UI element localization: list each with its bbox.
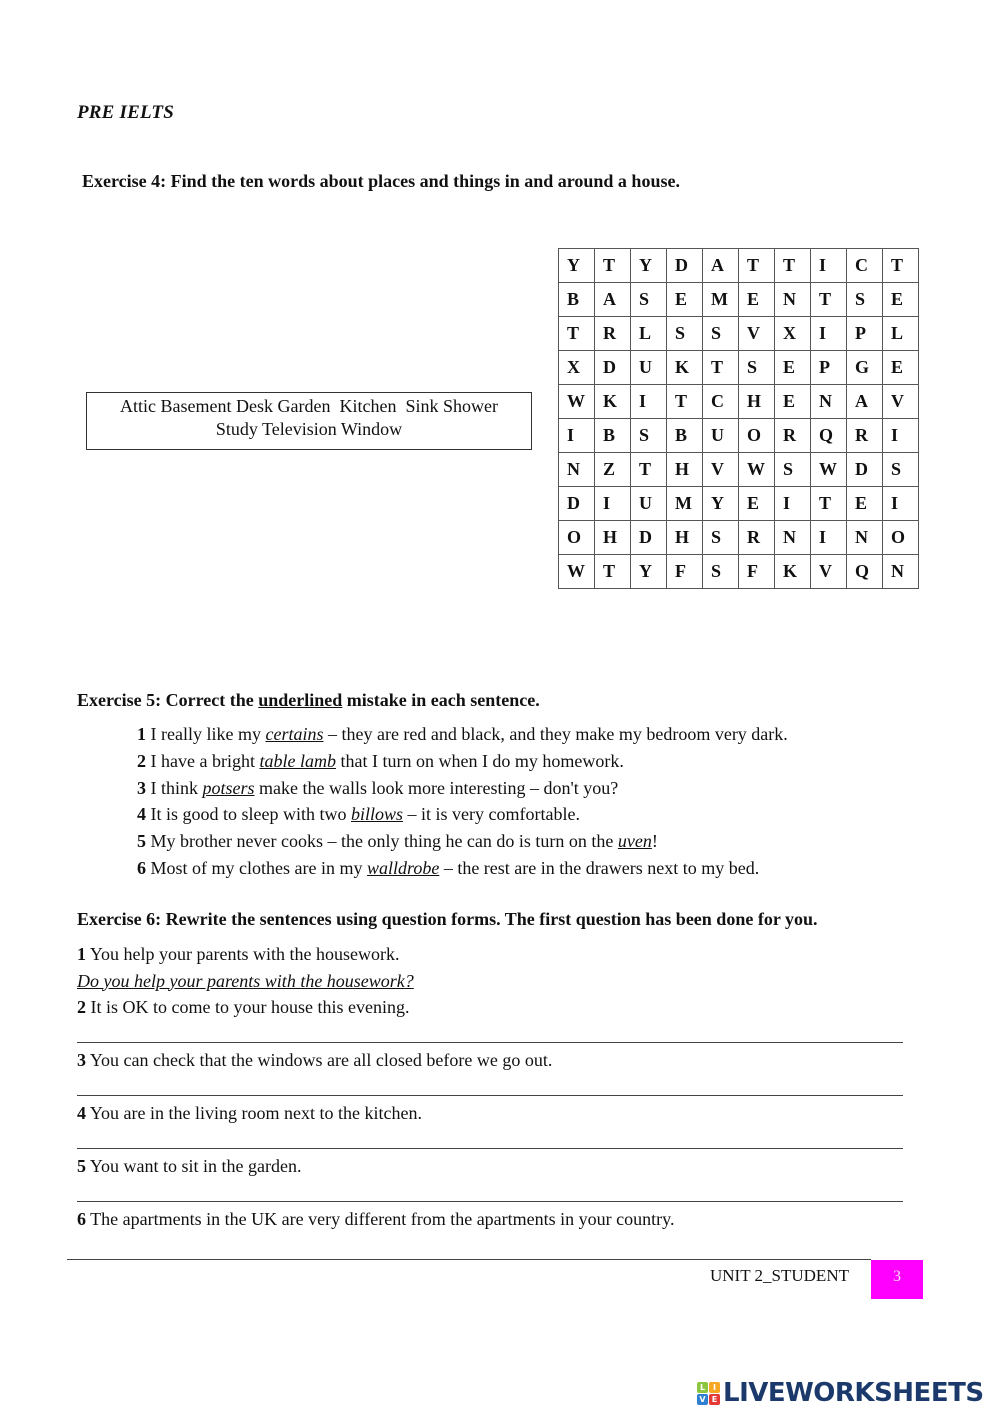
sentence-text: I really like my xyxy=(146,724,266,744)
exercise-5-item xyxy=(137,721,788,748)
grid-cell[interactable]: L xyxy=(631,317,667,351)
grid-cell[interactable]: D xyxy=(847,453,883,487)
sentence-text: – the rest are in the drawers next to my bed. xyxy=(439,857,760,878)
grid-cell[interactable]: I xyxy=(811,521,847,555)
exercise-6-item xyxy=(77,1153,907,1180)
grid-cell[interactable]: U xyxy=(631,351,667,385)
grid-cell[interactable]: T xyxy=(595,249,631,283)
grid-cell[interactable]: H xyxy=(667,521,703,555)
word-bank-line-1: Attic Basement Desk Garden Kitchen Sink Shower xyxy=(120,396,498,416)
exercise-5-item xyxy=(137,748,788,775)
grid-cell[interactable]: H xyxy=(739,385,775,419)
grid-cell[interactable]: A xyxy=(847,385,883,419)
grid-cell[interactable]: S xyxy=(631,283,667,317)
grid-cell[interactable]: T xyxy=(775,249,811,283)
grid-cell[interactable]: E xyxy=(883,283,919,317)
underlined-mistake[interactable]: certains xyxy=(265,724,324,744)
grid-cell[interactable]: S xyxy=(739,351,775,385)
exercise-5-title-end: mistake in each sentence. xyxy=(342,690,540,710)
grid-cell[interactable]: E xyxy=(739,487,775,521)
grid-cell[interactable]: O xyxy=(739,419,775,453)
grid-cell[interactable]: U xyxy=(631,487,667,521)
grid-row xyxy=(559,283,919,317)
grid-row xyxy=(559,385,919,419)
grid-cell[interactable]: K xyxy=(595,385,631,419)
grid-cell[interactable]: I xyxy=(883,419,919,453)
exercise-6-title: Exercise 6: Rewrite the sentences using question forms. The first question has been done for you. xyxy=(77,909,818,929)
grid-cell[interactable]: Y xyxy=(631,555,667,589)
grid-cell[interactable]: L xyxy=(883,317,919,351)
grid-cell[interactable]: N xyxy=(775,283,811,317)
grid-row xyxy=(559,351,919,385)
sentence-text: You help your parents with the housework. xyxy=(86,944,400,964)
exercise-5-item xyxy=(137,855,788,882)
grid-cell[interactable]: E xyxy=(775,351,811,385)
grid-cell[interactable]: R xyxy=(847,419,883,453)
grid-cell[interactable]: V xyxy=(883,385,919,419)
exercise-5-item xyxy=(137,828,788,855)
grid-cell[interactable]: V xyxy=(811,555,847,589)
grid-cell[interactable]: N xyxy=(883,555,919,589)
grid-cell[interactable]: O xyxy=(883,521,919,555)
grid-cell[interactable]: I xyxy=(595,487,631,521)
grid-cell[interactable]: I xyxy=(883,487,919,521)
item-number: 3 xyxy=(137,777,146,798)
exercise-6-item xyxy=(77,1206,907,1233)
item-number: 5 xyxy=(137,831,146,852)
underlined-mistake[interactable]: billows xyxy=(351,804,404,825)
grid-cell[interactable]: Z xyxy=(595,453,631,487)
grid-cell[interactable]: H xyxy=(667,453,703,487)
answer-line-3[interactable] xyxy=(77,1074,907,1101)
sentence-text: that I turn on when I do my homework. xyxy=(335,750,624,771)
grid-cell[interactable]: T xyxy=(739,249,775,283)
item-number: 6 xyxy=(137,857,146,878)
exercise-5-title xyxy=(77,690,540,711)
exercise-6-item xyxy=(77,994,907,1021)
grid-cell[interactable]: D xyxy=(595,351,631,385)
logo-tile: E xyxy=(709,1394,720,1405)
grid-cell[interactable]: Q xyxy=(847,555,883,589)
grid-cell[interactable]: E xyxy=(667,283,703,317)
grid-cell[interactable]: A xyxy=(595,283,631,317)
grid-cell[interactable]: N xyxy=(811,385,847,419)
grid-cell[interactable]: N xyxy=(775,521,811,555)
grid-cell[interactable]: I xyxy=(811,249,847,283)
sentence-text: I think xyxy=(146,777,203,798)
grid-row xyxy=(559,521,919,555)
grid-cell[interactable]: T xyxy=(595,555,631,589)
underlined-mistake[interactable]: walldrobe xyxy=(366,857,440,878)
item-number: 4 xyxy=(77,1103,86,1123)
answer-line-4[interactable] xyxy=(77,1127,907,1154)
grid-cell[interactable]: T xyxy=(703,351,739,385)
exercise-5-sentences xyxy=(137,721,788,882)
sentence-text: You want to sit in the garden. xyxy=(86,1156,302,1176)
grid-cell[interactable]: O xyxy=(559,521,595,555)
grid-cell[interactable]: Y xyxy=(703,487,739,521)
logo-tile: I xyxy=(709,1382,720,1393)
grid-cell[interactable]: K xyxy=(775,555,811,589)
underlined-mistake[interactable]: potsers xyxy=(202,777,255,798)
sentence-text: I have a bright xyxy=(146,750,260,771)
item-number: 1 xyxy=(77,944,86,964)
grid-row xyxy=(559,317,919,351)
grid-cell[interactable]: N xyxy=(847,521,883,555)
grid-cell[interactable]: I xyxy=(631,385,667,419)
liveworksheets-logo xyxy=(697,1378,984,1408)
grid-cell[interactable]: B xyxy=(667,419,703,453)
grid-cell[interactable]: G xyxy=(847,351,883,385)
grid-cell[interactable]: W xyxy=(559,385,595,419)
grid-cell[interactable]: Q xyxy=(811,419,847,453)
sentence-text: Most of my clothes are in my xyxy=(146,857,367,878)
sentence-text: – it is very comfortable. xyxy=(403,804,580,825)
exercise-5-title-start: Exercise 5: Correct the xyxy=(77,690,259,710)
footer-divider xyxy=(67,1259,871,1260)
grid-cell[interactable]: X xyxy=(559,351,595,385)
grid-cell[interactable]: S xyxy=(703,521,739,555)
answer-line-5[interactable] xyxy=(77,1180,907,1207)
grid-cell[interactable]: W xyxy=(811,453,847,487)
sentence-text: You can check that the windows are all closed before we go out. xyxy=(86,1050,553,1070)
grid-cell[interactable]: M xyxy=(667,487,703,521)
item-number: 5 xyxy=(77,1156,86,1176)
exercise-6-item xyxy=(77,1047,907,1074)
exercise-4-title: Exercise 4: Find the ten words about places and things in and around a house. xyxy=(82,171,680,191)
sentence-text: It is good to sleep with two xyxy=(146,804,351,825)
grid-cell[interactable]: N xyxy=(559,453,595,487)
item-number: 3 xyxy=(77,1050,86,1070)
word-bank-box xyxy=(86,392,532,450)
grid-cell[interactable]: U xyxy=(703,419,739,453)
exercise-5-title-underlined: underlined xyxy=(258,690,343,710)
answer-line-2[interactable] xyxy=(77,1021,907,1048)
item-number: 6 xyxy=(77,1209,86,1229)
grid-cell[interactable]: I xyxy=(775,487,811,521)
grid-cell[interactable]: M xyxy=(703,283,739,317)
logo-tile: L xyxy=(697,1382,708,1393)
underlined-mistake[interactable]: uven xyxy=(617,831,652,852)
sentence-text: You are in the living room next to the kitchen. xyxy=(86,1103,422,1123)
grid-cell[interactable]: R xyxy=(739,521,775,555)
grid-row xyxy=(559,453,919,487)
sentence-text: ! xyxy=(651,831,658,852)
grid-cell[interactable]: D xyxy=(667,249,703,283)
exercise-6-sentences xyxy=(77,941,907,1233)
grid-cell[interactable]: S xyxy=(631,419,667,453)
grid-cell[interactable]: T xyxy=(811,283,847,317)
logo-wordmark: LIVEWORKSHEETS xyxy=(723,1378,984,1408)
grid-row xyxy=(559,555,919,589)
grid-cell[interactable]: C xyxy=(703,385,739,419)
grid-cell[interactable]: D xyxy=(559,487,595,521)
grid-cell[interactable]: B xyxy=(595,419,631,453)
sentence-text: It is OK to come to your house this evening. xyxy=(86,997,410,1017)
page-number-badge: 3 xyxy=(871,1260,923,1299)
grid-cell[interactable]: W xyxy=(559,555,595,589)
grid-cell[interactable]: S xyxy=(703,555,739,589)
logo-tile: V xyxy=(697,1394,708,1405)
example-answer xyxy=(77,968,907,995)
grid-cell[interactable]: E xyxy=(847,487,883,521)
grid-cell[interactable]: C xyxy=(847,249,883,283)
sentence-text: – they are red and black, and they make my bedroom very dark. xyxy=(323,724,788,744)
exercise-6-item xyxy=(77,1100,907,1127)
grid-cell[interactable]: F xyxy=(667,555,703,589)
example-answer-mark: ? xyxy=(404,970,414,991)
grid-cell[interactable]: Y xyxy=(559,249,595,283)
grid-cell[interactable]: S xyxy=(883,453,919,487)
grid-cell[interactable]: T xyxy=(631,453,667,487)
grid-cell[interactable]: E xyxy=(883,351,919,385)
grid-cell[interactable]: S xyxy=(703,317,739,351)
item-number: 2 xyxy=(77,997,86,1017)
grid-cell[interactable]: F xyxy=(739,555,775,589)
grid-cell[interactable]: I xyxy=(811,317,847,351)
header-title: PRE IELTS xyxy=(77,102,175,123)
grid-cell[interactable]: X xyxy=(775,317,811,351)
grid-cell[interactable]: D xyxy=(631,521,667,555)
exercise-5-item xyxy=(137,775,788,802)
sentence-text: The apartments in the UK are very different from the apartments in your country. xyxy=(86,1209,675,1229)
grid-cell[interactable]: K xyxy=(667,351,703,385)
footer-unit-label: UNIT 2_STUDENT xyxy=(710,1266,849,1285)
item-number: 1 xyxy=(137,724,146,744)
grid-cell[interactable]: T xyxy=(667,385,703,419)
underlined-mistake[interactable]: table lamb xyxy=(259,750,336,771)
exercise-6-item xyxy=(77,941,907,968)
word-search-grid xyxy=(558,248,919,589)
grid-cell[interactable]: V xyxy=(739,317,775,351)
grid-cell[interactable]: R xyxy=(595,317,631,351)
grid-row xyxy=(559,419,919,453)
grid-cell[interactable]: W xyxy=(739,453,775,487)
grid-cell[interactable]: R xyxy=(775,419,811,453)
grid-cell[interactable]: S xyxy=(775,453,811,487)
grid-cell[interactable]: T xyxy=(811,487,847,521)
grid-cell[interactable]: B xyxy=(559,283,595,317)
grid-row xyxy=(559,487,919,521)
grid-cell[interactable]: Y xyxy=(631,249,667,283)
sentence-text: My brother never cooks – the only thing he can do is turn on the xyxy=(146,831,618,852)
grid-cell[interactable]: T xyxy=(883,249,919,283)
word-bank-line-2: Study Television Window xyxy=(215,419,403,439)
logo-tiles-icon xyxy=(697,1382,720,1405)
grid-cell[interactable]: P xyxy=(811,351,847,385)
grid-cell[interactable]: P xyxy=(847,317,883,351)
grid-cell[interactable]: A xyxy=(703,249,739,283)
grid-cell[interactable]: E xyxy=(775,385,811,419)
exercise-5-item xyxy=(137,801,788,828)
example-answer-text: Do you help your parents with the housework xyxy=(77,970,405,991)
item-number: 2 xyxy=(137,750,146,771)
grid-cell[interactable]: H xyxy=(595,521,631,555)
grid-cell[interactable]: E xyxy=(739,283,775,317)
grid-cell[interactable]: T xyxy=(559,317,595,351)
grid-cell[interactable]: S xyxy=(847,283,883,317)
sentence-text: make the walls look more interesting – don't you? xyxy=(254,777,619,798)
item-number: 4 xyxy=(137,804,146,825)
grid-row xyxy=(559,249,919,283)
grid-cell[interactable]: V xyxy=(703,453,739,487)
grid-cell[interactable]: S xyxy=(667,317,703,351)
grid-cell[interactable]: I xyxy=(559,419,595,453)
